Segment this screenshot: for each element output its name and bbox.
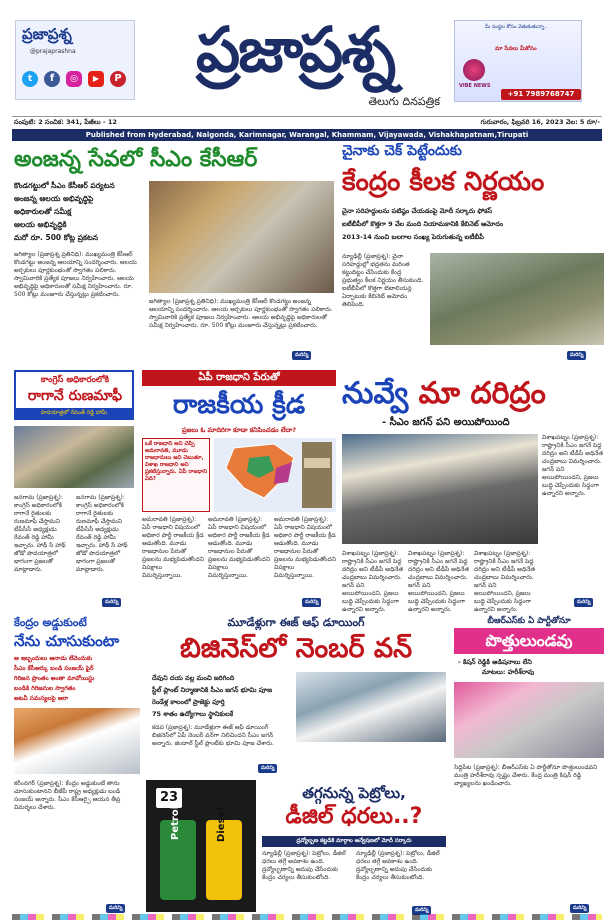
bullet: అధికారులతో సమీక్ష <box>14 207 72 216</box>
instagram-icon[interactable]: ◎ <box>66 71 82 87</box>
story-runamafi <box>14 370 134 610</box>
story6-headline: నేను చూసుకుంటా <box>14 632 120 650</box>
story5-sub: - సీఎం జగన్ పని అయిపోయింది <box>382 417 510 428</box>
story4-sub: ప్రజలు ఓ మాదిరిగా కూడా కనిపించడం లేదా? <box>181 426 296 434</box>
bullet: ఐటీబీపీలో కొత్తగా 9 వేల మంది నియామకానికి కేబినెట్ ఆమోదం <box>342 220 504 228</box>
bullet: ఆలయ అభివృద్ధికి <box>14 220 67 229</box>
story8-sub: - కిషన్ రెడ్డికి ఆడిషనాలు లేని <box>458 658 532 666</box>
story2-more[interactable]: మరిన్ని <box>567 351 586 360</box>
bullet: దేవుని దయ వల్ల మంచి జరిగింది <box>152 674 235 682</box>
bullet: బండికి గిరిజనుల స్వాగతం <box>14 685 76 692</box>
story7-body: కడప (ప్రజాప్రశ్న): మూడేళ్లుగా ఈజ్ ఆఫ్ డూయింగ్ బిజినెస్‌లో ఏపీ నెంబర్ వన్‌గా నిలిచిందని సీఎం జగన్ అన్నారు. జిందాల్ స్టీల్ ప్లాంట్‌కు భూమి పూజ చేశారు. <box>152 724 274 747</box>
story-kcr-kondagattu <box>12 141 334 366</box>
story-ease-of-business <box>146 616 446 776</box>
social-icons <box>22 71 126 87</box>
story2-bullets <box>342 205 604 244</box>
bullet: స్టీల్ ప్లాంట్ నిర్మాణానికి సీఎం జగన్ భూమి పూజ <box>152 686 273 694</box>
ad-phone: +91 7989768747 <box>501 89 581 100</box>
harish-rao-event-photo <box>454 682 604 758</box>
story5-headline <box>342 376 604 412</box>
story2-headline: కేంద్రం కీలక నిర్ణయం <box>342 167 545 197</box>
revanth-padayatra-photo <box>14 426 134 488</box>
story4-body-2: అమరావతి (ప్రజాప్రశ్న): ఏపీ రాజధాని విషయంలో అధికార పార్టీ రాజకీయ క్రీడ ఆడుతోంది. మూడు రాజధానుల పేరుతో ప్రజలను మభ్యపెడుతోందని విపక్షాలు విమర్శిస్తున్నాయి. <box>208 516 270 579</box>
story7-headline: బిజినెస్‌లో నెంబర్ వన్ <box>179 633 413 664</box>
story7-more[interactable]: మరిన్ని <box>258 764 277 773</box>
story4-headline: రాజకీయ క్రీడ <box>172 390 306 420</box>
story2-body: న్యూఢిల్లీ (ప్రజాప్రశ్న): చైనా సరిహద్దుల్లో భద్రతను మరింత కట్టుదిట్టం చేసేందుకు కేంద్ర ప్రభుత్వం కీలక నిర్ణయం తీసుకుంది. ఐటీబీపీలో కొత్తగా బెటాలియన్ల ఏర్పాటుకు కేబినెట్ ఆమోదం తెలిపింది. <box>342 253 424 308</box>
youtube-icon[interactable]: ▶ <box>88 71 104 87</box>
bullet: కొండగట్టులో సీఎం కేసీఆర్ పర్యటన <box>14 181 115 190</box>
ad-brand: VIBE NEWS <box>459 83 491 89</box>
story4-more[interactable]: మరిన్ని <box>302 598 321 607</box>
soldiers-photo <box>430 253 604 345</box>
bullet: 75 శాతం ఉద్యోగాలు స్థానికులకే <box>152 710 234 718</box>
bullet: అటవీ సమస్యలపై ఆరా <box>14 695 69 702</box>
story4-body-3: అమరావతి (ప్రజాప్రశ్న): ఏపీ రాజధాని విషయంలో అధికార పార్టీ రాజకీయ క్రీడ ఆడుతోంది. మూడు రాజధానుల పేరుతో ప్రజలను మభ్యపెడుతోందని విపక్షాలు విమర్శిస్తున్నాయి. <box>274 516 336 579</box>
story8-headline: పొత్తులుండవు <box>454 628 604 654</box>
story2-kicker: చైనాకు చెక్ పెట్టేందుకు <box>342 143 462 159</box>
bullet: మరో రూ. 500 కోట్ల ప్రకటన <box>14 233 99 242</box>
ap-map-graphic <box>214 438 336 512</box>
story3-headline: రాగానే రుణమాఫీ <box>27 388 123 404</box>
story-ap-capital <box>142 370 336 610</box>
registration-strip <box>12 914 602 920</box>
story9-kicker: తగ్గనున్న పెట్రోలు, <box>302 784 406 802</box>
diesel-nozzle <box>206 807 242 900</box>
kcr-temple-photo <box>149 181 334 293</box>
story-centre-china <box>342 141 604 366</box>
bullet: సీఎం కేసీఆర్కు బండి సంజయ్ ఫైర్ <box>14 665 94 672</box>
story-jagan-daridram <box>342 370 604 613</box>
ap-map-icon <box>214 438 336 512</box>
story5-headline-b: మా దరిద్రం <box>418 376 546 411</box>
story1-more[interactable]: మరిన్ని <box>292 351 311 360</box>
ad-text-1: మీ సంస్థల కోసం వెతుకుతున్నా.. <box>485 24 548 30</box>
story1-bullets <box>14 179 144 244</box>
jagan-event-photo <box>342 434 538 544</box>
story9-body-2: న్యూఢిల్లీ (ప్రజాప్రశ్న): పెట్రోలు, డీజిల్ ధరలు తగ్గే అవకాశం ఉంది. ద్రవ్యోల్బణాన్ని అదుపు చేసేందుకు కేంద్రం చర్యలు తీసుకుంటోంది. <box>356 850 440 881</box>
pump-label-diesel: Diesel <box>216 807 227 842</box>
newspaper-subtitle: తెలుగు దినపత్రిక <box>368 95 440 108</box>
twitter-icon[interactable]: t <box>22 71 38 87</box>
story5-more[interactable]: మరిన్ని <box>574 598 593 607</box>
story6-kicker: కేంద్రం అడ్డుకుంటే <box>14 616 87 629</box>
issue-line: సంపుటి: 2 సంచిక: 341, పేజీలు - 12 <box>14 118 117 126</box>
story4-box: ఒకే రాజధాని అని చెప్పి అమరావతి, మూడు రాజధానులు అని చెబుతూ, విశాఖ రాజధాని అని ప్రకటిస్తున్నారు. ఏపీ రాజధాని ఏది? <box>142 438 210 512</box>
petrol-nozzle <box>160 805 196 900</box>
story4-body: అమరావతి (ప్రజాప్రశ్న): ఏపీ రాజధాని విషయంలో అధికార పార్టీ రాజకీయ క్రీడ ఆడుతోంది. మూడు రాజధానుల పేరుతో ప్రజలను మభ్యపెడుతోందని విపక్షాలు విమర్శిస్తున్నాయి. <box>142 516 204 579</box>
story5-headline-a: నువ్వే <box>342 376 409 411</box>
bullet: చైనా సరిహద్దులను పటిష్ఠం చేయడంపై మోదీ సర్కారు ఫోకస్ <box>342 207 493 215</box>
story4-kicker: ఏపీ రాజధాని పేరుతో <box>142 370 336 386</box>
story9-headline: డీజిల్ ధరలు..? <box>285 804 423 829</box>
brand-small-title: ప్రజాప్రశ్న <box>22 25 72 43</box>
bullet: అంజన్న ఆలయ అభివృద్ధిపై <box>14 194 94 203</box>
story1-headline: అంజన్న సేవలో సీఎం కేసీఆర్ <box>14 147 258 172</box>
fuel-pump-graphic <box>146 780 256 912</box>
masthead <box>0 0 615 128</box>
story3-sub: పాదయాత్రలో రేవంత్ రెడ్డి హామీ <box>16 408 132 418</box>
story3-header-box <box>14 370 134 420</box>
story1-body-2: జగిత్యాల (ప్రజాప్రశ్న ప్రతినిధి): ముఖ్యమంత్రి కేసీఆర్ కొండగట్టు అంజన్న ఆలయాన్ని సందర్శించారు. ఆలయ అర్చకులు పూర్ణకుంభంతో స్వాగతం పలికారు. స్వామివారికి ప్రత్యేక పూజలు నిర్వహించారు. ఆలయ అభివృద్ధిపై అధికారులతో సమీక్ష నిర్వహించారు. రూ. 500 కోట్లు మంజూరు చేస్తున్నట్లు ప్రకటించారు. <box>149 298 333 329</box>
story6-more[interactable]: మరిన్ని <box>106 904 125 913</box>
story-bandi-sanjay <box>14 616 140 916</box>
pump-label-petrol: Petrol <box>170 805 181 840</box>
date-line: గురువారం, ఫిబ్రవరి 16, 2023 వెల: 5 రూ/- <box>480 118 600 126</box>
story1-body: జగిత్యాల (ప్రజాప్రశ్న ప్రతినిధి): ముఖ్యమంత్రి కేసీఆర్ కొండగట్టు అంజన్న ఆలయాన్ని సందర్శించారు. ఆలయ అర్చకులు పూర్ణకుంభంతో స్వాగతం పలికారు. స్వామివారికి ప్రత్యేక పూజలు నిర్వహించారు. ఆలయ అభివృద్ధిపై అధికారులతో సమీక్ష నిర్వహించారు. రూ. 500 కోట్లు మంజూరు చేస్తున్నట్లు ప్రకటించారు. <box>14 251 137 298</box>
published-from: Published from Hyderabad, Nalgonda, Karimnagar, Warangal, Khammam, Vijayawada, Vishakhapatnam,Tirupati <box>12 129 602 141</box>
story8-more[interactable]: మరిన్ని <box>570 904 589 913</box>
story-fuel-prices <box>146 780 446 916</box>
story6-bullets <box>14 654 140 704</box>
bandi-sanjay-photo <box>14 708 140 774</box>
vibe-logo-icon <box>463 59 485 81</box>
story6-body: కరీంనగర్ (ప్రజాప్రశ్న): కేంద్రం అడ్డుకుంటే తాను చూసుకుంటానని బీజేపీ రాష్ట్ర అధ్యక్షుడు బండి సంజయ్ అన్నారు. సీఎం కేసీఆర్పై ఆయన తీవ్ర విమర్శలు చేశారు. <box>14 780 121 811</box>
story7-bullets <box>152 672 292 720</box>
story9-body: న్యూఢిల్లీ (ప్రజాప్రశ్న): పెట్రోలు, డీజిల్ ధరలు తగ్గే అవకాశం ఉంది. ద్రవ్యోల్బణాన్ని అదుపు చేసేందుకు కేంద్రం చర్యలు తీసుకుంటోంది. <box>262 850 346 881</box>
pump-number: 23 <box>156 788 182 808</box>
story7-kicker: మూడేళ్లుగా ఈజ్ ఆఫ్ డూయింగ్ <box>227 616 365 629</box>
story8-body: సిద్దిపేట (ప్రజాప్రశ్న): బీఆర్ఎస్‌కు ఏ పార్టీతోనూ పొత్తులుండవని మంత్రి హరీశ్‌రావు స్పష్టం చేశారు. కేంద్ర మంత్రి కిషన్ రెడ్డి వ్యాఖ్యలను ఖండించారు. <box>454 764 598 787</box>
story-brs-alliance <box>454 616 604 916</box>
story8-sub2: మాటలు: హరీశ్‌రావు <box>482 668 535 676</box>
newspaper-title: ప్రజాప్రశ్న <box>195 13 395 86</box>
bullet: రెండేళ్ల కాలంలో ప్రాజెక్టు పూర్తి <box>152 698 225 706</box>
social-handle: @prajaprashna <box>30 48 76 55</box>
bullet: ఆ ఇబ్బందులు ఆనాడు లేవెందుకు <box>14 655 93 662</box>
story5-body-3: విశాఖపట్నం (ప్రజాప్రశ్న): రాష్ట్రానికి సీఎం జగనే పెద్ద దరిద్రం అని టీడీపీ అధినేత చంద్రబాబు విమర్శించారు. జగన్ పని అయిపోయిందని, ప్రజలు బుద్ధి చెప్పేందుకు సిద్ధంగా ఉన్నారని అన్నారు. <box>408 550 470 613</box>
ad-text-2: మా సేవలు మీకోసం <box>495 46 537 52</box>
story5-body: విశాఖపట్నం (ప్రజాప్రశ్న): రాష్ట్రానికి సీఎం జగనే పెద్ద దరిద్రం అని టీడీపీ అధినేత చంద్రబాబు విమర్శించారు. జగన్ పని అయిపోయిందని, ప్రజలు బుద్ధి చెప్పేందుకు సిద్ధంగా ఉన్నారని అన్నారు. <box>542 434 604 497</box>
story3-kicker: కాంగ్రెస్ అధికారంలోకి <box>40 375 110 385</box>
story9-more[interactable]: మరిన్ని <box>412 906 431 915</box>
vibe-news-ad <box>454 20 582 102</box>
story3-more[interactable]: మరిన్ని <box>102 598 121 607</box>
story9-sub: ద్రవ్యోల్బణ కట్టడికి మార్గాల అన్వేషణలో మోదీ సర్కారు <box>262 836 446 847</box>
facebook-icon[interactable]: f <box>44 71 60 87</box>
story5-body-2: విశాఖపట్నం (ప్రజాప్రశ్న): రాష్ట్రానికి సీఎం జగనే పెద్ద దరిద్రం అని టీడీపీ అధినేత చంద్రబాబు విమర్శించారు. జగన్ పని అయిపోయిందని, ప్రజలు బుద్ధి చెప్పేందుకు సిద్ధంగా ఉన్నారని అన్నారు. <box>342 550 404 613</box>
issue-strip <box>12 116 602 128</box>
brand-badge <box>15 20 135 100</box>
pinterest-icon[interactable]: P <box>110 71 126 87</box>
story8-kicker: బీఆర్ఎస్‌కు ఏ పార్టీతోనూ <box>487 616 571 626</box>
steel-plant-event-photo <box>296 672 446 742</box>
story3-body: జనగామ (ప్రజాప్రశ్న): కాంగ్రెస్ అధికారంలోకి రాగానే రైతులకు రుణమాఫీ చేస్తామని టీపీసీసీ అధ్యక్షుడు రేవంత్ రెడ్డి హామీ ఇచ్చారు. హాథ్ సే హాథ్ జోడో పాదయాత్రలో భాగంగా ప్రజలతో మాట్లాడారు. <box>14 494 66 573</box>
story3-body-2: జనగామ (ప్రజాప్రశ్న): కాంగ్రెస్ అధికారంలోకి రాగానే రైతులకు రుణమాఫీ చేస్తామని టీపీసీసీ అధ్యక్షుడు రేవంత్ రెడ్డి హామీ ఇచ్చారు. హాథ్ సే హాథ్ జోడో పాదయాత్రలో భాగంగా ప్రజలతో మాట్లాడారు. <box>76 494 128 573</box>
bullet: గిరిజన ప్రాంతం అంతా మావోయిస్టు <box>14 675 95 682</box>
story5-body-4: విశాఖపట్నం (ప్రజాప్రశ్న): రాష్ట్రానికి సీఎం జగనే పెద్ద దరిద్రం అని టీడీపీ అధినేత చంద్రబాబు విమర్శించారు. జగన్ పని అయిపోయిందని, ప్రజలు బుద్ధి చెప్పేందుకు సిద్ధంగా ఉన్నారని అన్నారు. <box>474 550 536 613</box>
bullet: 2013-14 నుంచి బలగాల సంఖ్య పెరుగుతున్న ఐటీబీపీ <box>342 233 484 241</box>
